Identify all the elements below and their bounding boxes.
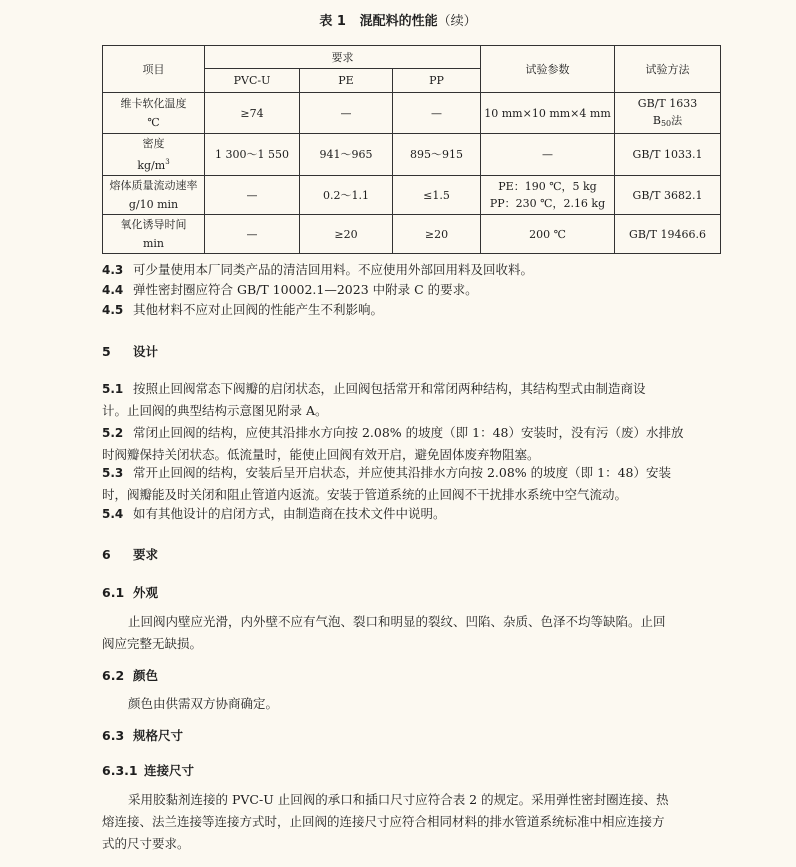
- cell-pe: 0.2～1.1: [300, 176, 393, 215]
- cell-param: —: [481, 134, 615, 176]
- section-6-3-heading: [102, 726, 183, 744]
- clause-text: 如有其他设计的启闭方式，由制造商在技术文件中说明。: [133, 506, 446, 521]
- properties-table: [102, 45, 721, 254]
- section-6-heading: [102, 545, 158, 563]
- cell-method: GB/T 19466.6: [615, 215, 721, 254]
- method-sub: 50: [660, 118, 672, 128]
- section-number: 6.3.1: [102, 763, 138, 778]
- paragraph-6-2: [102, 693, 720, 715]
- paragraph-line: 止回阀内壁应光滑，内外壁不应有气泡、裂口和明显的裂纹、凹陷、杂质、色泽不均等缺陷。止回: [128, 614, 666, 629]
- cell-param: 200 ℃: [481, 215, 615, 254]
- clause-text: 弹性密封圈应符合 GB/T 10002.1—2023 中附录 C 的要求。: [133, 282, 478, 297]
- unit-sup: 3: [165, 158, 170, 166]
- clause-number: 5.2: [102, 426, 124, 440]
- section-title: 设计: [133, 344, 159, 359]
- section-number: 6.1: [102, 585, 125, 600]
- section-number: 6.2: [102, 668, 125, 683]
- cell-method: GB/T 1033.1: [615, 134, 721, 176]
- paragraph-line: 采用胶黏剂连接的 PVC-U 止回阀的承口和插口尺寸应符合表 2 的规定。采用弹性密封圈连接、热: [128, 792, 669, 807]
- item-name: 熔体质量流动速率: [109, 179, 198, 192]
- item-name: 密度: [142, 137, 165, 150]
- paragraph-6-1: [102, 611, 720, 655]
- section-title: 要求: [133, 547, 159, 562]
- section-6-2-heading: [102, 666, 158, 684]
- item-unit: min: [142, 237, 165, 250]
- method-fa: 法: [671, 113, 683, 127]
- unit-base: kg/m: [137, 159, 166, 172]
- item-unit: g/10 min: [128, 198, 179, 211]
- paragraph-line: 阀应完整无缺损。: [102, 636, 203, 651]
- param-pp: PP：230 ℃，2.16 kg: [489, 197, 606, 210]
- method-variant: [617, 112, 718, 132]
- clause-5-1: [102, 378, 720, 422]
- table-caption: [0, 10, 796, 29]
- clause-text: 其他材料不应对止回阀的性能产生不利影响。: [133, 302, 384, 317]
- row-item: [103, 215, 205, 254]
- item-unit: [105, 153, 202, 175]
- caption-title: 混配料的性能: [359, 14, 438, 29]
- cell-param: 10 mm×10 mm×4 mm: [481, 93, 615, 134]
- clause-text-line: 时，阀瓣能及时关闭和阻止管道内返流。安装于管道系统的止回阀不干扰排水系统中空气流动。: [102, 487, 628, 502]
- caption-continued: （续）: [437, 14, 477, 29]
- clause-4-3: [102, 260, 722, 280]
- clause-text: 可少量使用本厂同类产品的清洁回用料。不应使用外部回用料及回收料。: [133, 262, 534, 277]
- row-item: [103, 134, 205, 176]
- section-6-3-1-heading: [102, 761, 194, 779]
- header-test-method: 试验方法: [615, 46, 721, 93]
- table-row: [103, 215, 721, 254]
- item-name: 维卡软化温度: [120, 97, 187, 110]
- cell-pvcu: —: [205, 215, 300, 254]
- header-pp: PP: [393, 69, 481, 93]
- row-item: [103, 176, 205, 215]
- cell-pvcu: —: [205, 176, 300, 215]
- section-5-heading: [102, 342, 158, 360]
- header-item: 项目: [103, 46, 205, 93]
- section-number: 6.3: [102, 728, 125, 743]
- clause-text-line: 常开止回阀的结构，安装后呈开启状态，并应使其沿排水方向按 2.08% 的坡度（即 1：48）安装: [133, 465, 671, 480]
- clause-number: 5.3: [102, 466, 124, 480]
- section-title: 连接尺寸: [144, 763, 195, 778]
- cell-method: [615, 93, 721, 134]
- clause-number: 4.4: [102, 283, 124, 297]
- section-title: 外观: [133, 585, 159, 600]
- section-title: 颜色: [133, 668, 159, 683]
- item-name: 氧化诱导时间: [120, 218, 187, 231]
- table-row: [103, 93, 721, 134]
- paragraph-6-3-1: [102, 789, 720, 855]
- param-pe: PE：190 ℃，5 kg: [498, 180, 597, 193]
- clause-text-line: 时阀瓣保持关闭状态。低流量时，能使止回阀有效开启，避免固体废弃物阻塞。: [102, 447, 540, 462]
- cell-method: GB/T 3682.1: [615, 176, 721, 215]
- clause-4-5: [102, 300, 722, 320]
- section-number: 6: [102, 547, 111, 562]
- paragraph-line: 颜色由供需双方协商确定。: [128, 696, 279, 711]
- paragraph-line: 式的尺寸要求。: [102, 836, 190, 851]
- header-requirement: 要求: [205, 46, 481, 69]
- caption-label: 表 1: [319, 14, 346, 29]
- clause-text-line: 按照止回阀常态下阀瓣的启闭状态，止回阀包括常开和常闭两种结构，其结构型式由制造商设: [133, 381, 646, 396]
- cell-pe: 941～965: [300, 134, 393, 176]
- table-row: [103, 134, 721, 176]
- row-item: [103, 93, 205, 134]
- cell-pp: ≤1.5: [393, 176, 481, 215]
- clause-number: 5.4: [102, 507, 124, 521]
- cell-pp: ≥20: [393, 215, 481, 254]
- clause-5-3: [102, 462, 720, 506]
- cell-pe: —: [300, 93, 393, 134]
- section-6-1-heading: [102, 583, 158, 601]
- cell-pvcu: ≥74: [205, 93, 300, 134]
- paragraph-line: 熔连接、法兰连接等连接方式时，止回阀的连接尺寸应符合相同材料的排水管道系统标准中相应连接方: [102, 814, 665, 829]
- section-title: 规格尺寸: [133, 728, 184, 743]
- clause-text-line: 常闭止回阀的结构，应使其沿排水方向按 2.08% 的坡度（即 1：48）安装时，没有污（废）水排放: [133, 425, 684, 440]
- table-row: [103, 176, 721, 215]
- clause-4-4: [102, 280, 722, 300]
- cell-pe: ≥20: [300, 215, 393, 254]
- header-pvcu: PVC-U: [205, 69, 300, 93]
- clause-5-4: [102, 504, 722, 524]
- clause-number: 5.1: [102, 382, 124, 396]
- clause-number: 4.5: [102, 303, 124, 317]
- item-unit: ℃: [147, 116, 160, 129]
- cell-pvcu: 1 300～1 550: [205, 134, 300, 176]
- header-test-param: 试验参数: [481, 46, 615, 93]
- cell-pp: 895～915: [393, 134, 481, 176]
- method-b: B: [652, 113, 661, 127]
- cell-pp: —: [393, 93, 481, 134]
- header-pe: PE: [300, 69, 393, 93]
- section-number: 5: [102, 344, 111, 359]
- clause-text-line: 计。止回阀的典型结构示意图见附录 A。: [102, 403, 328, 418]
- clause-number: 4.3: [102, 263, 124, 277]
- method-standard: GB/T 1633: [637, 96, 698, 110]
- cell-param: [481, 176, 615, 215]
- clause-5-2: [102, 422, 720, 466]
